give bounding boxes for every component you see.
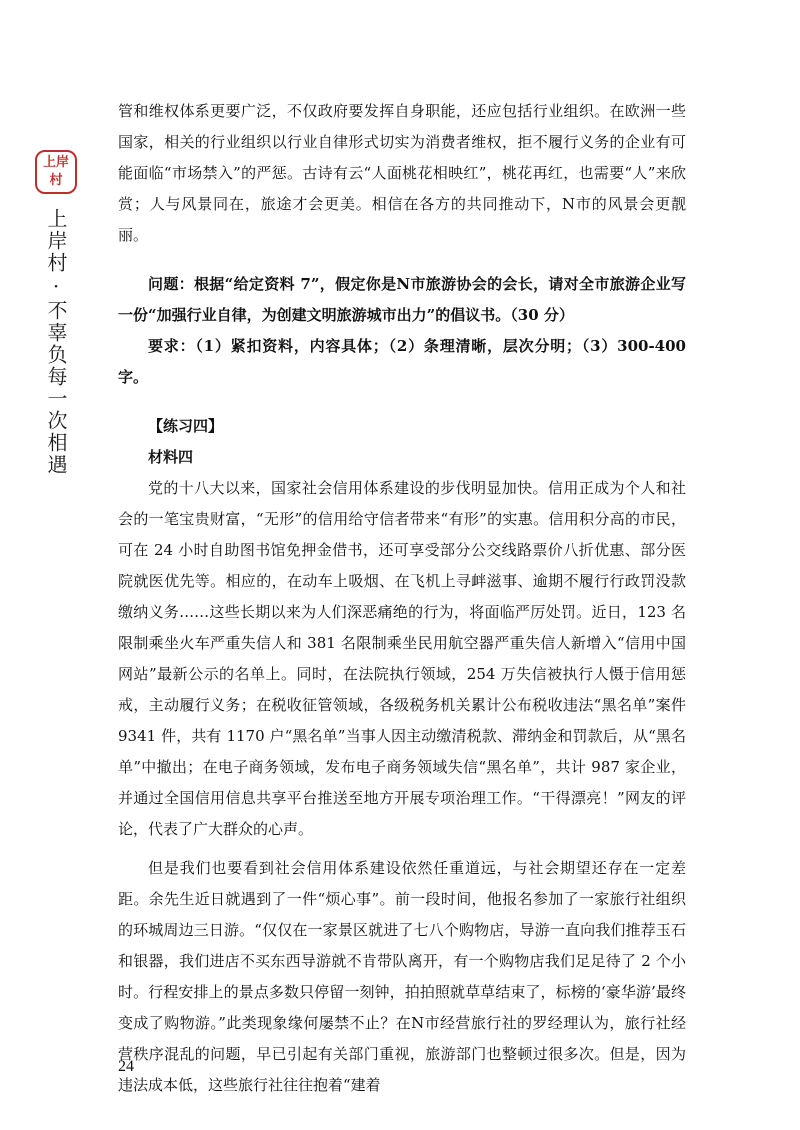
question-text: 问题：根据“给定资料 7”，假定你是N市旅游协会的会长，请对全市旅游企业写一份“加强行业自律，为创建文明旅游城市出力”的倡议书。（30 分） bbox=[118, 275, 686, 324]
requirements-text: 要求：（1）紧扣资料，内容具体；（2）条理清晰，层次分明；（3）300-400 字。 bbox=[118, 337, 686, 386]
paragraph-continued: 管和维权体系更要广泛，不仅政府要发挥自身职能，还应包括行业组织。在欧洲一些国家，相关的行业组织以行业自律形式切实为消费者维权，拒不履行义务的企业有可能面临“市场禁入”的严惩。古诗有云“人面桃花相映红”，桃花再红，也需要“人”来欣赏；人与风景同在，旅途才会更美。相信在各方的共同推动下，N市的风景会更靓丽。 bbox=[118, 102, 686, 244]
brand-slogan: 上岸村·不辜负每一次相遇 bbox=[44, 208, 68, 476]
document-body bbox=[118, 96, 686, 1101]
side-brand bbox=[30, 150, 82, 480]
page-number: 24 bbox=[118, 1058, 134, 1075]
brand-seal-logo bbox=[35, 150, 77, 194]
section-title: 【练习四】 bbox=[148, 417, 224, 435]
seal-text: 上岸村 bbox=[42, 155, 69, 188]
material-paragraph-1: 党的十八大以来，国家社会信用体系建设的步伐明显加快。信用正成为个人和社会的一笔宝贵财富，“无形”的信用给守信者带来“有形”的实惠。信用积分高的市民，可在 24 小时自助图书馆免押金借书，还可享受部分公交线路票价八折优惠、部分医院就医优先等。相应的，在动车上吸烟、在飞机上寻衅滋事、逾期不履行行政罚没款缴纳义务……这些长期以来为人们深恶痛绝的行为，将面临严厉处罚。近日，123 名限制乘坐火车严重失信人和 381 名限制乘坐民用航空器严重失信人新增入“信用中国网站”最新公示的名单上。同时，在法院执行领域，254 万失信被执行人慑于信用惩戒，主动履行义务；在税收征管领域，各级税务机关累计公布税收违法“黑名单”案件 9341 件，共有 1170 户“黑名单”当事人因主动缴清税款、滞纳金和罚款后，从“黑名单”中撤出；在电子商务领域，发布电子商务领域失信“黑名单”，共计 987 家企业，并通过全国信用信息共享平台推送至地方开展专项治理工作。“干得漂亮！”网友的评论，代表了广大群众的心声。 bbox=[118, 479, 686, 838]
material-paragraph-2: 但是我们也要看到社会信用体系建设依然任重道远，与社会期望还存在一定差距。余先生近日就遇到了一件“烦心事”。前一段时间，他报名参加了一家旅行社组织的环城周边三日游。“仅仅在一家景区就进了七八个购物店，导游一直向我们推荐玉石和银器，我们进店不买东西导游就不肯带队离开，有一个购物店我们足足待了 2 个小时。行程安排上的景点多数只停留一刻钟，拍拍照就草草结束了，标榜的‘豪华游’最终变成了购物游。”此类现象缘何屡禁不止？在N市经营旅行社的罗经理认为，旅行社经营秩序混乱的问题，早已引起有关部门重视，旅游部门也整顿过很多次。但是，因为违法成本低，这些旅行社往往抱着“建着 bbox=[118, 859, 686, 1094]
material-title: 材料四 bbox=[148, 448, 194, 466]
